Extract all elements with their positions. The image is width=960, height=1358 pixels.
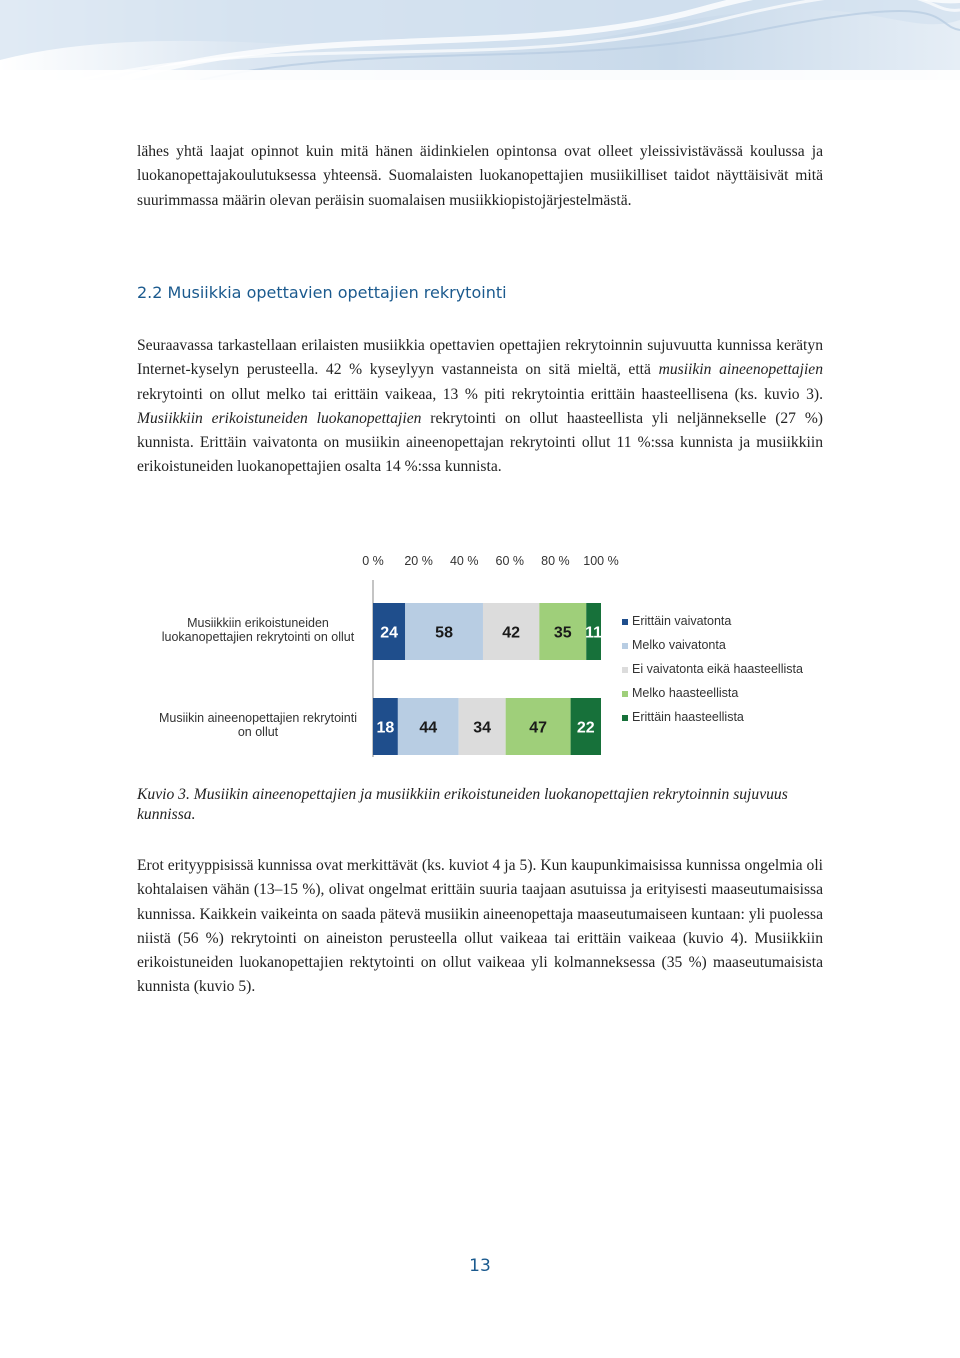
section-body-run-1: Seuraavassa tarkastellaan erilaisten musiikkia opettavien opettajien rekrytoinnin sujuvuutta kunnissa kerätyn Internet-kyselyn perusteella. 42 % kyseylyyn vastanneista on sitä mieltä, että [137,337,823,379]
legend-label: Erittäin haasteellista [632,710,744,724]
legend-swatch [622,619,628,625]
legend-label: Ei vaivatonta eikä haasteellista [632,662,803,676]
data-label: 35 [553,624,572,642]
section-body-run-4: Musiikkiin erikoistuneiden luokanopettajien [137,409,422,427]
page-number: 13 [469,1256,491,1276]
category-label: Musiikin aineenopettajien rekrytointi [158,711,358,725]
section-body-run-3: rekrytointi on ollut melko tai erittäin vaikeaa, 13 % piti rekrytointia erittäin haasteellisena (ks. kuvio 3). [137,385,823,403]
legend-swatch [622,691,628,697]
data-label: 22 [576,719,595,737]
x-tick-label: 80 % [541,554,570,568]
intro-text: lähes yhtä laajat opinnot kuin mitä hänen äidinkielen opintonsa ovat olleet yleissivistävässä koulussa ja luokanopettajakoulutuksessa yhteensä. Suomalaisten luokanopettajien musiikilliset taidot näyttäisivät mitä suurimmassa määrin olevan peräisin suomalaisen musiikkiopistojärjestelmästä. [137,143,823,209]
after-paragraph [137,854,823,1000]
section-heading: 2.2 Musiikkia opettavien opettajien rekrytointi [137,283,507,302]
section-body-run-5: rekrytointi on ollut haasteellista yli neljännekselle (27 %) kunnista. Erittäin vaivatonta on musiikin aineenopettajan rekrytointi ollut 11 %:ssa kunnista ja musiikkiin erikoistuneiden luokanopettajien osalta 14 %:ssa kunnista. [137,409,823,476]
data-label: 11 [585,624,603,642]
data-label: 24 [380,624,398,642]
section-body-paragraph [137,334,823,480]
legend-label: Erittäin vaivatonta [632,614,732,628]
data-label: 18 [376,719,395,737]
legend-swatch [622,643,628,649]
intro-paragraph [137,140,823,213]
data-label: 34 [473,719,492,737]
data-label: 47 [529,719,548,737]
legend-label: Melko haasteellista [632,686,739,700]
category-label: on ollut [237,725,279,739]
data-label: 58 [435,624,453,642]
legend-label: Melko vaivatonta [632,638,726,652]
after-text: Erot erityyppisissä kunnissa ovat merkittävät (ks. kuviot 4 ja 5). Kun kaupunkimaisissa kunnissa ongelmia oli kohtalaisen vähän (13–15 %), olivat ongelmat erittäin suuria taajaan asutuissa ja erityisesti maaseutumaisissa kunnissa. Kaikkein vaikeinta on saada pätevä musiikin aineenopettaja maaseutumaiseen kuntaan: yli puolessa niistä (56 %) rekrytointi on aineiston perusteella ollut vaikeaa tai erittäin vaikeaa (kuvio 4). Musiikkiin erikoistuneiden luokanopettajien rektytointi on ollut vaikeaa yli kolmanneksessa (35 %) maaseutumaisista kunnista (kuvio 5). [137,857,823,996]
data-label: 42 [502,624,521,642]
figure-caption: Kuvio 3. Musiikin aineenopettajien ja musiikkiin erikoistuneiden luokanopettajien rekrytoinnin sujuvuus kunnissa. [137,786,788,823]
header-decoration [0,0,960,80]
x-tick-label: 20 % [404,554,433,568]
legend-swatch [622,667,628,673]
legend-swatch [622,715,628,721]
x-tick-label: 0 % [362,554,384,568]
section-body-text [137,334,823,480]
x-tick-label: 40 % [449,554,479,568]
stacked-bar-chart [0,540,960,770]
section-body-run-2: musiikin aineenopettajien [658,361,823,379]
category-label: Musiikkiin erikoistuneiden [187,616,329,630]
header-wave-graphic [0,0,960,80]
data-label: 44 [419,719,438,737]
x-tick-label: 60 % [495,554,525,568]
category-label: luokanopettajien rekrytointi on ollut [161,630,355,644]
x-tick-label: 100 % [583,554,619,568]
